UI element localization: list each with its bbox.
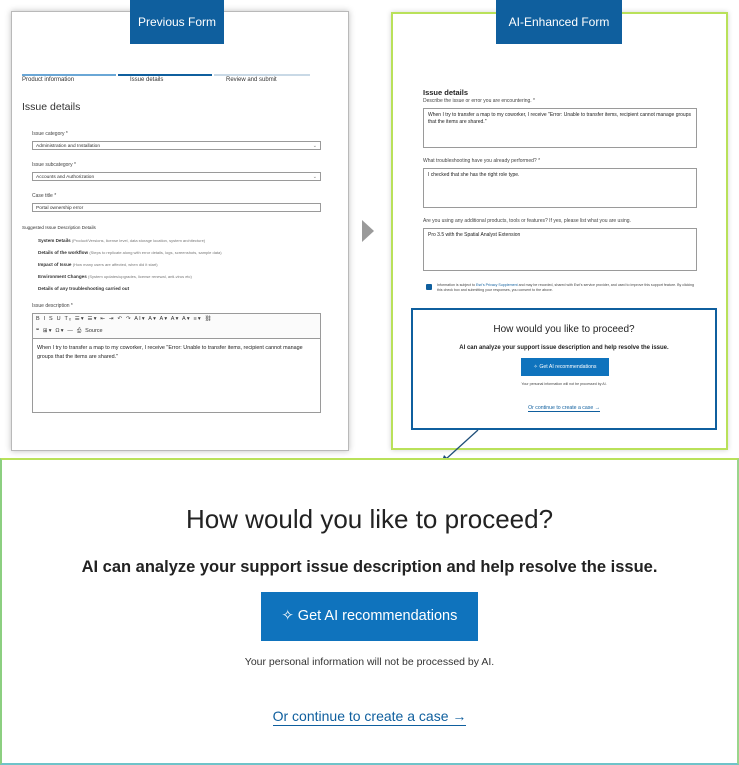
case-title-value: Portal ownership error — [36, 206, 84, 211]
issue-details-title: Issue details — [423, 88, 469, 97]
sparkle-icon: ✧ — [281, 608, 294, 624]
suggested-heading: Suggested Issue Description Details — [22, 225, 96, 230]
proceed-heading: How would you like to proceed? — [493, 324, 635, 335]
issue-description-label: Issue description * — [32, 303, 73, 309]
step-issue-details[interactable]: Issue details — [130, 77, 164, 83]
arrow-right-icon — [362, 220, 374, 242]
proceed-subtitle: AI can analyze your support issue description and help resolve the issue. — [81, 558, 658, 576]
issue-subcategory-value: Accounts and Authorization — [36, 175, 95, 180]
issue-category-label: Issue category * — [32, 131, 68, 137]
issue-subcategory-label: Issue subcategory * — [32, 162, 76, 168]
troubleshooting-textarea[interactable]: I checked that she has the right role type. — [423, 168, 697, 208]
issue-description-textarea[interactable]: When I try to transfer a map to my coworker, I receive "Error: Unable to transfer items, recipient cannot manage groups that the items are shared." — [423, 108, 697, 148]
step-product-information[interactable]: Product information — [22, 77, 75, 83]
get-ai-recommendations-button[interactable]: ✧ Get AI recommendations — [521, 358, 609, 376]
troubleshooting-question-label: What troubleshooting have you already performed? * — [423, 158, 541, 164]
sparkle-icon: ✧ — [533, 364, 538, 370]
chevron-down-icon: ⌄ — [312, 143, 317, 149]
rich-text-toolbar — [32, 313, 321, 339]
privacy-supplement-link[interactable]: Esri's Privacy Supplement — [475, 283, 518, 287]
proceed-subtitle: AI can analyze your support issue description and help resolve the issue. — [459, 345, 669, 351]
suggested-item: Details of any troubleshooting carried out — [38, 286, 130, 291]
products-textarea[interactable]: Pro 3.5 with the Spatial Analyst Extension — [423, 228, 697, 271]
step-line-1 — [22, 74, 116, 76]
toolbar-row-insert[interactable]: ❝ ⊞▾ Ω▾ — ⎙ Source — [36, 328, 103, 334]
issue-question-label: Describe the issue or error you are encountering. * — [423, 98, 536, 104]
issue-category-select[interactable] — [32, 141, 321, 150]
consent-text: Information is subject to Esri's Privacy Supplement and may be recorded, shared with Esri's service provider, and used to improve this support feature. By clicking this check box and submitting your responses, you consent to the above. — [437, 283, 695, 292]
suggested-item: Details of the workflow (Steps to replicate along with error details, logs, screenshots, sample data) — [38, 250, 222, 255]
step-line-2 — [118, 74, 212, 76]
continue-create-case-link[interactable]: Or continue to create a case → — [272, 708, 467, 724]
continue-create-case-link[interactable]: Or continue to create a case → — [528, 405, 600, 411]
case-title-input[interactable] — [32, 203, 321, 212]
suggested-item: Environment Changes (System updates/upgrades, license renewal, anti-virus etc) — [38, 274, 192, 279]
get-ai-recommendations-button[interactable]: ✧ Get AI recommendations — [261, 592, 478, 641]
privacy-note: Your personal information will not be processed by AI. — [521, 382, 607, 386]
page-title: Issue details — [22, 101, 81, 113]
privacy-note: Your personal information will not be processed by AI. — [244, 656, 495, 668]
toolbar-row-formatting[interactable]: B I S U Tₓ ☰▾ ☰▾ ⇤ ⇥ ↶ ↷ AI▾ A▾ A▾ A▾ A▾ ≡▾ ⛓ — [36, 316, 213, 322]
chevron-down-icon: ⌄ — [312, 174, 317, 180]
consent-checkbox[interactable] — [426, 284, 432, 290]
step-line-3 — [214, 74, 310, 76]
issue-subcategory-select[interactable] — [32, 172, 321, 181]
products-question-label: Are you using any additional products, tools or features? If yes, please list what you are using. — [423, 218, 631, 224]
step-review-submit[interactable]: Review and submit — [226, 77, 277, 83]
source-button[interactable]: Source — [85, 328, 103, 334]
ai-enhanced-form-tab: AI-Enhanced Form — [496, 0, 622, 44]
step-indicator — [22, 77, 310, 89]
suggested-item: System Details (Product/Versions, license level, data storage location, system architecture) — [38, 238, 206, 243]
previous-form-tab: Previous Form — [130, 0, 224, 44]
case-title-label: Case title * — [32, 193, 57, 199]
proceed-card-small — [411, 308, 717, 430]
issue-description-editor[interactable]: When I try to transfer a map to my coworker, I receive "Error: Unable to transfer items, recipient cannot manage groups that the items are shared." — [32, 339, 321, 413]
proceed-card-zoomed — [0, 458, 739, 765]
suggested-item: Impact of Issue (How many users are affected, when did it start) — [38, 262, 158, 267]
proceed-heading: How would you like to proceed? — [185, 504, 554, 534]
issue-category-value: Administration and Installation — [36, 144, 100, 149]
